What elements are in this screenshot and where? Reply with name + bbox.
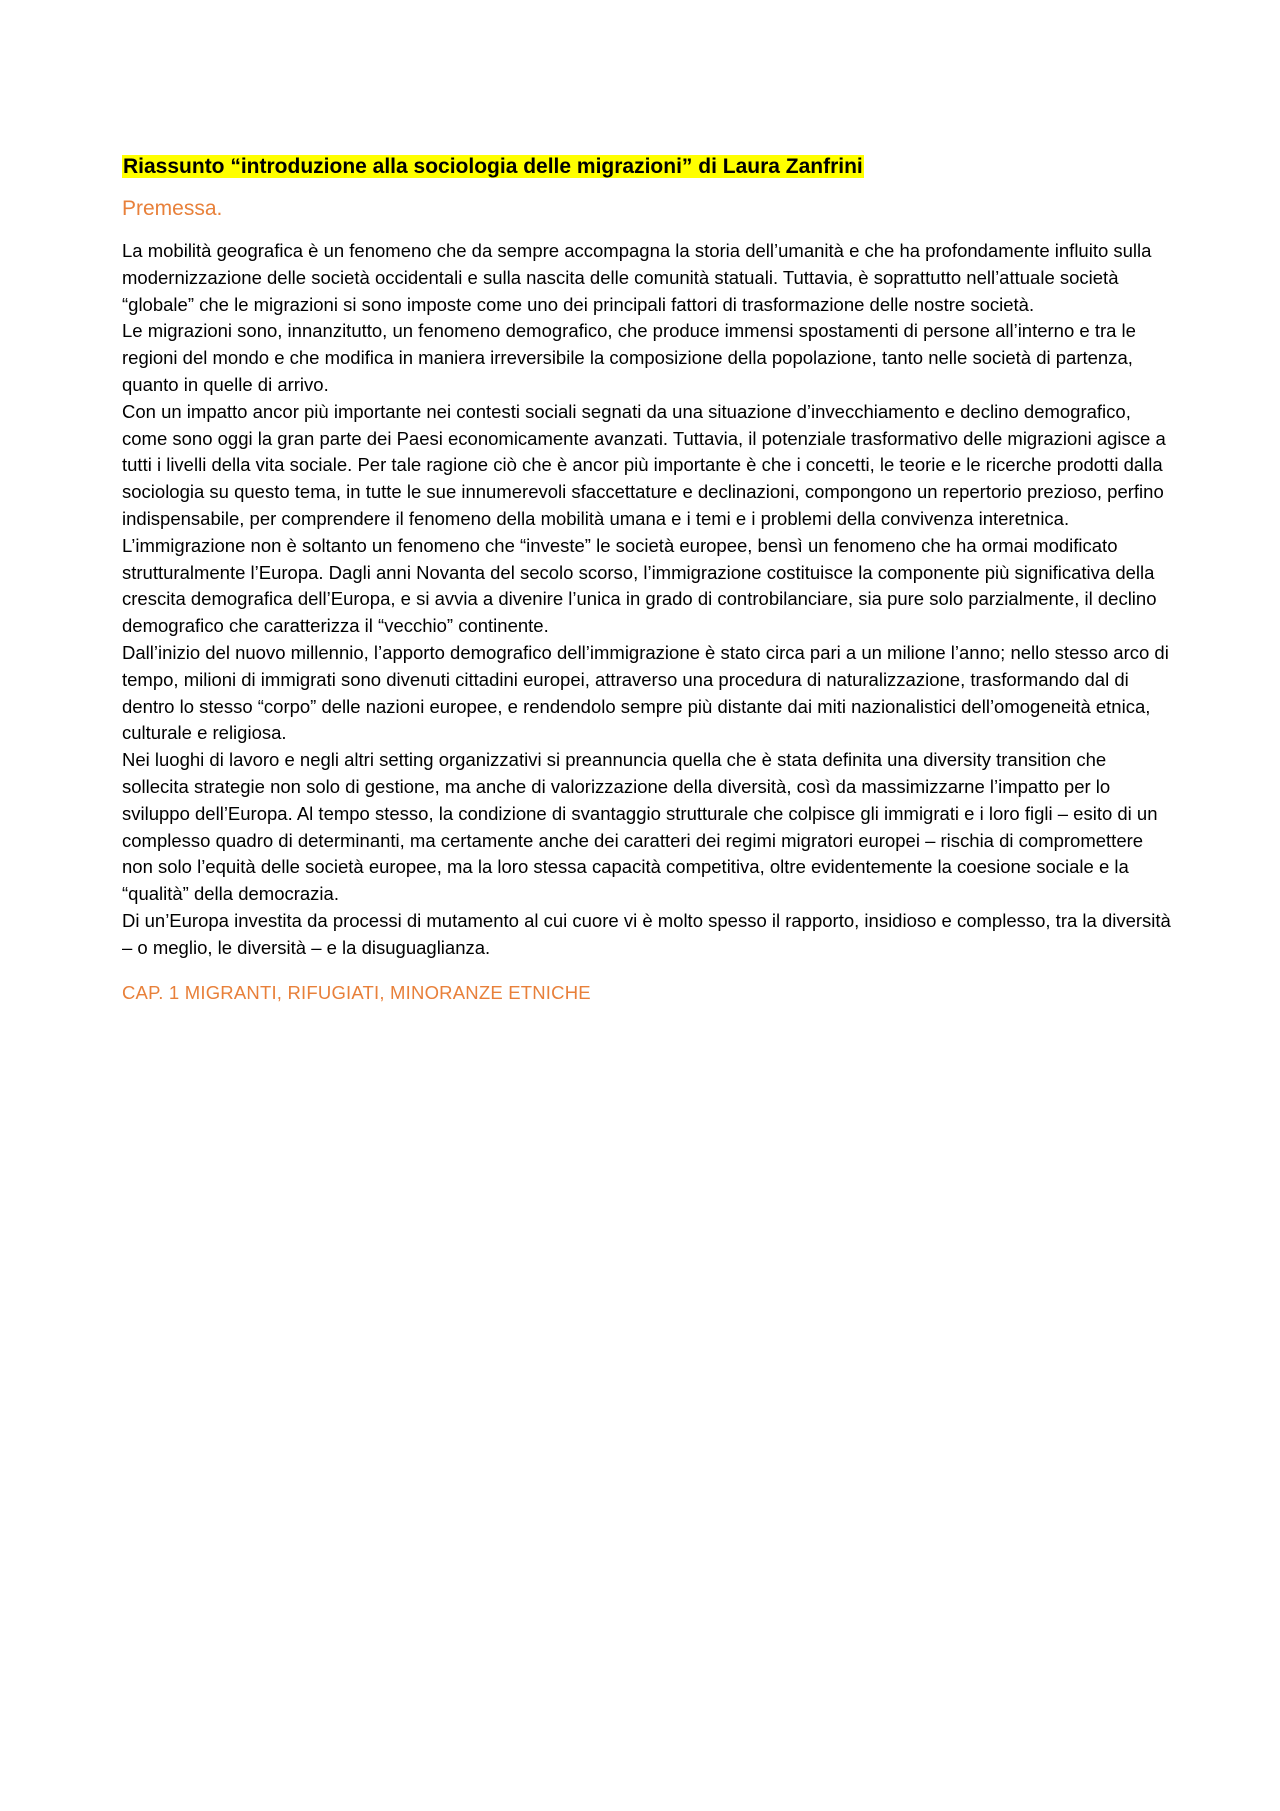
chapter-heading: CAP. 1 MIGRANTI, RIFUGIATI, MINORANZE ETNICHE <box>122 981 591 1003</box>
paragraph: L’immigrazione non è soltanto un fenomeno che “investe” le società europee, bensì un fenomeno che ha ormai modificato strutturalmente l’Europa. Dagli anni Novanta del secolo scorso, l’immigrazione costituisce la componente più significativa della crescita demografica dell’Europa, e si avvia a divenire l’unica in grado di controbilanciare, sia pure solo parzialmente, il declino demografico che caratterizza il “vecchio” continente. <box>122 534 1157 637</box>
paragraph: Dall’inizio del nuovo millennio, l’apporto demografico dell’immigrazione è stato circa pari a un milione l’anno; nello stesso arco di tempo, milioni di immigrati sono divenuti cittadini europei, attraverso una procedura di naturalizzazione, trasformando dal di dentro lo stesso “corpo” delle nazioni europee, e rendendolo sempre più distante dai miti nazionalistici dell’omogeneità etnica, culturale e religiosa. <box>122 641 1169 744</box>
paragraph: Con un impatto ancor più importante nei contesti sociali segnati da una situazione d’invecchiamento e declino demografico, come sono oggi la gran parte dei Paesi economicamente avanzati. Tuttavia, il potenziale trasformativo delle migrazioni agisce a tutti i livelli della vita sociale. Per tale ragione ciò che è ancor più importante è che i concetti, le teorie e le ricerche prodotti dalla sociologia su questo tema, in tutte le sue innumerevoli sfaccettature e declinazioni, compongono un repertorio prezioso, perfino indispensabile, per comprendere il fenomeno della mobilità umana e i temi e i problemi della convivenza interetnica. <box>122 400 1166 529</box>
title-highlight: Riassunto “introduzione alla sociologia delle migrazioni” di Laura Zanfrini <box>123 155 863 178</box>
section-body <box>122 238 1172 962</box>
document-title <box>122 150 1172 184</box>
section-heading-premessa: Premessa. <box>122 197 223 220</box>
document-page <box>122 150 1172 1008</box>
paragraph: La mobilità geografica è un fenomeno che da sempre accompagna la storia dell’umanità e che ha profondamente influito sulla modernizzazione delle società occidentali e sulla nascita delle comunità statuali. Tuttavia, è soprattutto nell’attuale società “globale” che le migrazioni si sono imposte come uno dei principali fattori di trasformazione delle nostre società. <box>122 240 1152 315</box>
paragraph: Di un’Europa investita da processi di mutamento al cui cuore vi è molto spesso il rapporto, insidioso e complesso, tra la diversità – o meglio, le diversità – e la disuguaglianza. <box>122 909 1171 958</box>
paragraph: Nei luoghi di lavoro e negli altri setting organizzativi si preannuncia quella che è stata definita una diversity transition che sollecita strategie non solo di gestione, ma anche di valorizzazione della diversità, così da massimizzarne l’impatto per lo sviluppo dell’Europa. Al tempo stesso, la condizione di svantaggio strutturale che colpisce gli immigrati e i loro figli – esito di un complesso quadro di determinanti, ma certamente anche dei caratteri dei regimi migratori europei – rischia di compromettere non solo l’equità delle società europee, ma la loro stessa capacità competitiva, oltre evidentemente la coesione sociale e la “qualità” della democrazia. <box>122 749 1158 905</box>
paragraph: Le migrazioni sono, innanzitutto, un fenomeno demografico, che produce immensi spostamenti di persone all’interno e tra le regioni del mondo e che modifica in maniera irreversibile la composizione della popolazione, tanto nelle società di partenza, quanto in quelle di arrivo. <box>122 320 1136 395</box>
